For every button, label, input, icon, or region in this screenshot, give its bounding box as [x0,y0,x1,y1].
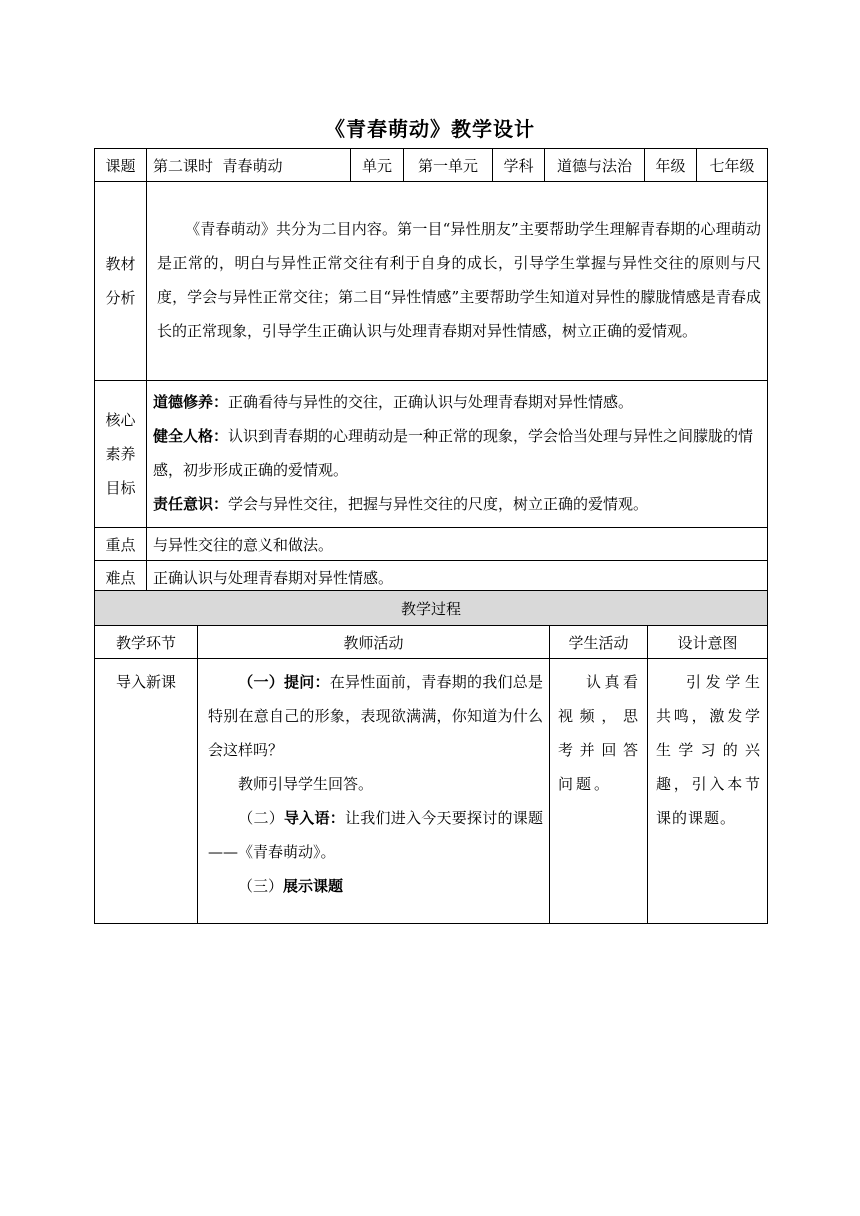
grade-label: 年级 [645,149,697,182]
core-label-line1: 核心 [105,411,136,429]
course-value: 第二课时 青春萌动 [147,149,351,182]
teacher-question-heading: （一）提问： [238,673,330,691]
design-intent [648,659,768,924]
teacher-paragraph-3 [208,801,543,869]
stage-name: 导入新课 [115,673,176,691]
analysis-text-cell [147,182,768,381]
column-header-teacher: 教师活动 [198,626,550,659]
teacher-question-text: 在异性面前，青春期的我们总是特别在意自己的形象，表现欲满满，你知道为什么会这样吗？ [208,673,543,759]
teacher-show-prefix: （三） [238,877,284,895]
difficulty-row [95,561,768,594]
core-label [95,381,147,528]
key-point-text: 与异性交往的意义和做法。 [147,528,768,561]
core-item-heading: 健全人格： [153,427,229,445]
teacher-paragraph-1 [208,665,543,767]
teacher-intro-text: 让我们进入今天要探讨的课题——《青春萌动》。 [208,809,543,861]
core-row [95,381,768,528]
key-point-row [95,528,768,561]
column-header-intent: 设计意图 [648,626,768,659]
difficulty-label: 难点 [95,561,147,594]
teacher-intro-prefix: （二） [238,809,284,827]
analysis-label-line2: 分析 [105,289,136,307]
core-item [153,487,761,521]
process-header-row [95,626,768,659]
core-item [153,419,761,487]
teacher-guide-text: 教师引导学生回答。 [238,775,374,793]
analysis-label [95,182,147,381]
course-label: 课题 [95,149,147,182]
analysis-label-line1: 教材 [105,255,136,273]
process-row [95,659,768,924]
overview-table [94,148,768,594]
teacher-paragraph-2 [208,767,543,801]
teacher-paragraph-4 [208,869,543,903]
process-banner: 教学过程 [95,591,768,626]
grade-value: 七年级 [697,149,768,182]
core-item-text: 正确看待与异性的交往，正确认识与处理青春期对异性情感。 [228,393,634,411]
process-table [94,590,768,924]
core-label-line2: 素养 [105,445,136,463]
teacher-intro-heading: 导入语： [284,809,345,827]
column-header-stage: 教学环节 [95,626,198,659]
core-item-text: 学会与异性交往，把握与异性交往的尺度，树立正确的爱情观。 [228,495,649,513]
core-content [147,381,768,528]
student-activity-text: 认真看视频，思考并回答问题。 [558,673,641,793]
unit-value: 第一单元 [404,149,493,182]
core-item-heading: 责任意识： [153,495,229,513]
teacher-show-heading: 展示课题 [283,877,344,895]
core-item [153,385,761,419]
subject-label: 学科 [493,149,545,182]
column-header-student: 学生活动 [550,626,648,659]
document-title: 《青春萌动》教学设计 [325,117,535,141]
key-point-label: 重点 [95,528,147,561]
core-label-line3: 目标 [105,479,136,497]
design-intent-text: 引发学生共鸣，激发学生学习的兴趣，引入本节课的课题。 [656,673,762,827]
analysis-row [95,182,768,381]
teacher-activity [198,659,550,924]
difficulty-text: 正确认识与处理青春期对异性情感。 [147,561,768,594]
stage-cell [95,659,198,924]
student-activity [550,659,648,924]
subject-value: 道德与法治 [545,149,645,182]
analysis-text: 《青春萌动》共分为二目内容。第一目“异性朋友”主要帮助学生理解青春期的心理萌动是正常的，明白与异性正常交往有利于自身的成长，引导学生掌握与异性交往的原则与尺度，学会与异性正常交往；第二目“异性情感”主要帮助学生知道对异性的朦胧情感是青春成长的正常现象，引导学生正确认识与处理青春期对异性情感，树立正确的爱情观。 [157,220,761,340]
core-item-text: 认识到青春期的心理萌动是一种正常的现象，学会恰当处理与异性之间朦胧的情感，初步形成正确的爱情观。 [153,427,754,479]
core-item-heading: 道德修养： [153,393,229,411]
unit-label: 单元 [351,149,404,182]
header-row [95,149,768,182]
